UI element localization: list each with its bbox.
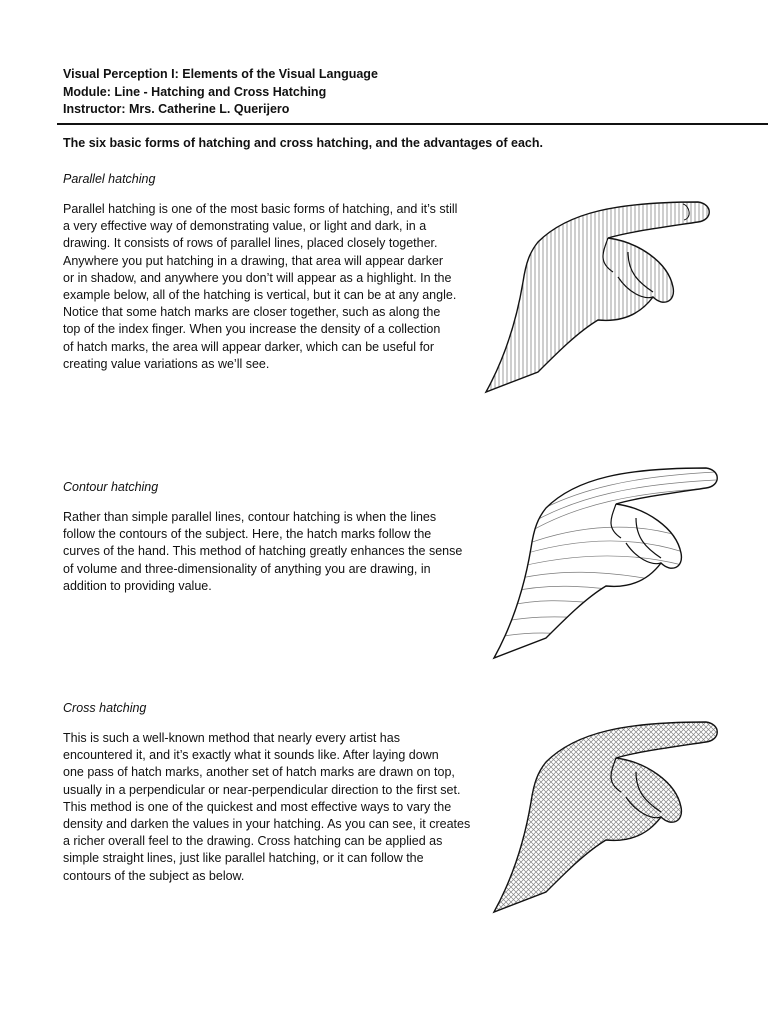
header-divider: [57, 123, 768, 125]
paragraph-line: contours of the subject as below.: [63, 868, 245, 883]
paragraph-line: density and darken the values in your hatching. As you can see, it creates: [63, 817, 471, 832]
contour-hatching-hand-illustration: [486, 458, 726, 663]
paragraph-line: Rather than simple parallel lines, contour hatching is when the lines: [63, 510, 437, 524]
intro-text: The six basic forms of hatching and cross hatching, and the advantages of each.: [63, 136, 543, 150]
section-body-contour: [63, 509, 462, 595]
paragraph-line: Parallel hatching is one of the most basic forms of hatching, and it’s still: [63, 202, 458, 216]
paragraph-line: This method is one of the quickest and most effective ways to vary the: [63, 799, 452, 814]
paragraph-line: This is such a well-known method that nearly every artist has: [63, 731, 400, 745]
section-body-parallel: [63, 201, 457, 373]
section-title-cross: Cross hatching: [63, 701, 147, 715]
paragraph-line: Anywhere you put hatching in a drawing, that area will appear darker: [63, 253, 444, 268]
instructor-name: Instructor: Mrs. Catherine L. Querijero: [63, 102, 290, 116]
paragraph-line: simple straight lines, just like parallel hatching, or it can follow the: [63, 851, 424, 866]
paragraph-line: of volume and three-dimensionality of anything you are drawing, in: [63, 561, 431, 576]
paragraph-line: addition to providing value.: [63, 578, 212, 593]
paragraph-line: encountered it, and it’s exactly what it sounds like. After laying down: [63, 748, 439, 763]
course-title: Visual Perception I: Elements of the Visual Language: [63, 67, 378, 81]
document-header: [63, 66, 743, 119]
paragraph-line: of hatch marks, the area will appear darker, which can be useful for: [63, 339, 435, 354]
section-title-parallel: Parallel hatching: [63, 172, 156, 186]
paragraph-line: or in shadow, and anywhere you don’t will appear as a highlight. In the: [63, 270, 452, 285]
cross-hatching-hand-illustration: [486, 712, 726, 922]
paragraph-line: creating value variations as we’ll see.: [63, 356, 270, 371]
paragraph-line: top of the index finger. When you increase the density of a collection: [63, 322, 441, 337]
parallel-hatching-hand-illustration: [478, 192, 718, 397]
paragraph-line: a very effective way of demonstrating value, or light and dark, in a: [63, 219, 427, 234]
module-title: Module: Line - Hatching and Cross Hatching: [63, 84, 327, 99]
paragraph-line: usually in a perpendicular or near-perpendicular direction to the first set.: [63, 782, 461, 797]
section-body-cross: [63, 730, 470, 885]
paragraph-line: example below, all of the hatching is vertical, but it can be at any angle.: [63, 288, 457, 303]
section-title-contour: Contour hatching: [63, 480, 159, 494]
paragraph-line: curves of the hand. This method of hatching greatly enhances the sense: [63, 544, 463, 559]
paragraph-line: Notice that some hatch marks are closer together, such as along the: [63, 305, 441, 320]
paragraph-line: a richer overall feel to the drawing. Cross hatching can be applied as: [63, 834, 443, 849]
paragraph-line: follow the contours of the subject. Here, the hatch marks follow the: [63, 527, 432, 542]
paragraph-line: one pass of hatch marks, another set of hatch marks are drawn on top,: [63, 765, 455, 780]
paragraph-line: drawing. It consists of rows of parallel lines, placed closely together.: [63, 236, 438, 251]
